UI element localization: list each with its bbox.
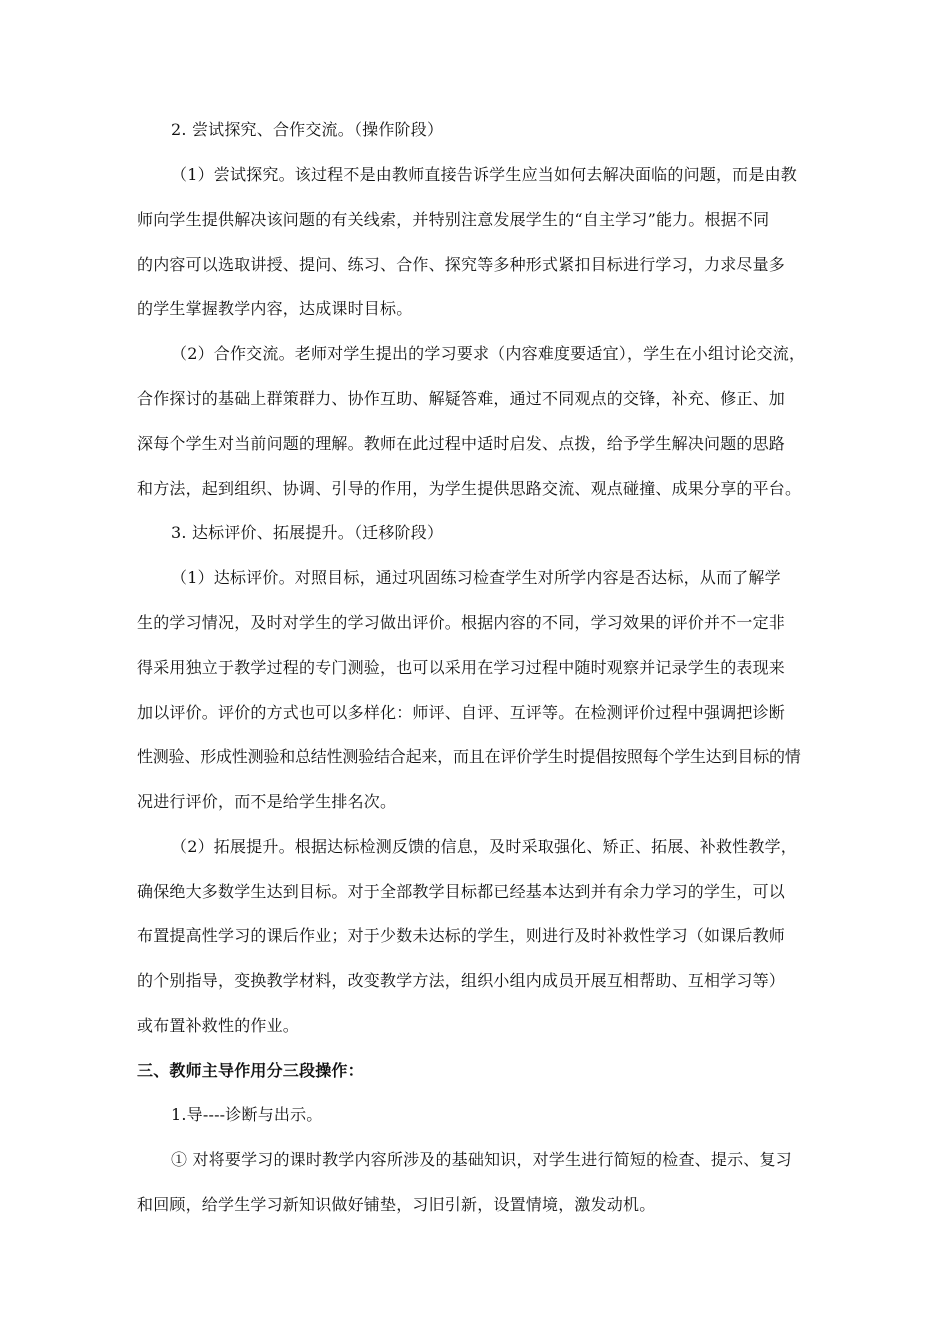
paragraph-line: 确保绝大多数学生达到目标。对于全部教学目标都已经基本达到并有余力学习的学生，可以 [137,882,786,901]
paragraph-line: 性测验、形成性测验和总结性测验结合起来，而且在评价学生时提倡按照每个学生达到目标的情 [137,747,801,766]
paragraph-line: 和回顾，给学生学习新知识做好铺垫，习旧引新，设置情境，激发动机。 [137,1195,656,1214]
step-3-heading: 3. 达标评价、拓展提升。（迁移阶段） [171,523,444,542]
paragraph-line: 的个别指导，变换教学材料，改变教学方法，组织小组内成员开展互相帮助、互相学习等） [137,971,786,990]
paragraph-line: 的学生掌握教学内容，达成课时目标。 [137,299,413,318]
paragraph-line: 布置提高性学习的课后作业；对于少数未达标的学生，则进行及时补救性学习（如课后教师 [137,926,786,945]
section-3-heading: 三、教师主导作用分三段操作： [137,1061,364,1080]
paragraph-line: 合作探讨的基础上群策群力、协作互助、解疑答难，通过不同观点的交锋，补充、修正、加 [137,389,786,408]
paragraph-line: （1）尝试探究。该过程不是由教师直接告诉学生应当如何去解决面临的问题，而是由教 [171,165,797,184]
paragraph-line: ① 对将要学习的课时教学内容所涉及的基础知识，对学生进行简短的检查、提示、复习 [171,1150,792,1169]
paragraph-line: （1）达标评价。对照目标，通过巩固练习检查学生对所学内容是否达标，从而了解学 [171,568,781,587]
paragraph-line: 的内容可以选取讲授、提问、练习、合作、探究等多种形式紧扣目标进行学习，力求尽量多 [137,255,786,274]
subsection-1-heading: 1.导----诊断与出示。 [171,1105,323,1124]
paragraph-line: 加以评价。评价的方式也可以多样化：师评、自评、互评等。在检测评价过程中强调把诊断 [137,703,786,722]
paragraph-line: （2）拓展提升。根据达标检测反馈的信息，及时采取强化、矫正、拓展、补救性教学， [171,837,797,856]
step-2-heading: 2. 尝试探究、合作交流。（操作阶段） [171,120,444,139]
paragraph-line: 或布置补救性的作业。 [137,1016,300,1035]
paragraph-line: 生的学习情况，及时对学生的学习做出评价。根据内容的不同，学习效果的评价并不一定非 [137,613,786,632]
paragraph-line: 得采用独立于教学过程的专门测验，也可以采用在学习过程中随时观察并记录学生的表现来 [137,658,786,677]
paragraph-line: 深每个学生对当前问题的理解。教师在此过程中适时启发、点拨，给予学生解决问题的思路 [137,434,786,453]
paragraph-line: （2）合作交流。老师对学生提出的学习要求（内容难度要适宜），学生在小组讨论交流， [171,344,806,363]
paragraph-line: 况进行评价，而不是给学生排名次。 [137,792,397,811]
paragraph-line: 师向学生提供解决该问题的有关线索，并特别注意发展学生的“自主学习”能力。根据不同 [137,210,770,229]
paragraph-line: 和方法，起到组织、协调、引导的作用，为学生提供思路交流、观点碰撞、成果分享的平台。 [137,479,802,498]
